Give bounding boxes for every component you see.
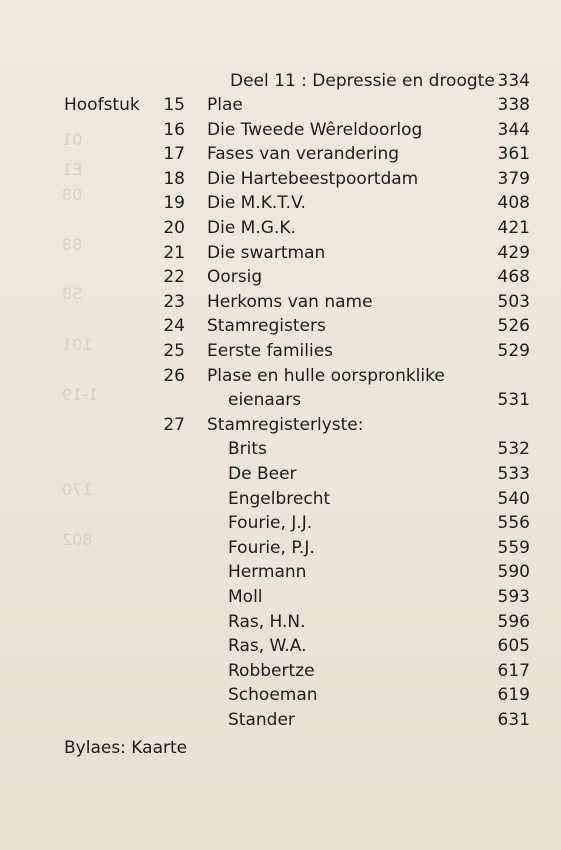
chapter-page-number: 361 xyxy=(497,144,530,164)
chapter-number: 20 xyxy=(163,218,185,238)
chapter-page-number: 379 xyxy=(497,169,530,189)
show-through-texture: 01 xyxy=(62,130,83,149)
chapter-title: Stamregisters xyxy=(207,316,326,336)
show-through-texture: 170 xyxy=(62,480,93,499)
show-through-texture: 88 xyxy=(62,235,83,254)
register-name: Ras, W.A. xyxy=(228,636,307,656)
chapter-page-number: 529 xyxy=(497,341,530,361)
show-through-texture: 101 xyxy=(62,335,93,354)
chapter-number: 18 xyxy=(163,169,185,189)
register-page-number: 593 xyxy=(497,587,530,607)
register-page-number: 631 xyxy=(497,710,530,730)
register-page-number: 533 xyxy=(497,464,530,484)
chapter-page-number: 408 xyxy=(497,193,530,213)
chapter-title: Oorsig xyxy=(207,267,263,287)
register-name: Fourie, P.J. xyxy=(228,538,315,558)
register-page-number: 617 xyxy=(497,661,530,681)
part-page-number: 334 xyxy=(497,71,530,91)
chapter-number: 15 xyxy=(163,95,185,115)
chapter-page-number: 344 xyxy=(497,120,530,140)
register-page-number: 619 xyxy=(497,685,530,705)
chapter-title: Plase en hulle oorspronklike xyxy=(207,366,445,386)
register-name: Moll xyxy=(228,587,263,607)
chapter-page-number: 338 xyxy=(497,95,530,115)
show-through-texture: S8 xyxy=(62,284,83,303)
chapter-number: 25 xyxy=(163,341,185,361)
chapter-number: 19 xyxy=(163,193,185,213)
register-name: Robbertze xyxy=(228,661,315,681)
register-name: De Beer xyxy=(228,464,297,484)
chapter-number: 16 xyxy=(163,120,185,140)
chapter-title-continued: eienaars xyxy=(228,390,302,410)
register-page-number: 590 xyxy=(497,562,530,582)
register-page-number: 605 xyxy=(497,636,530,656)
chapter-title: Fases van verandering xyxy=(207,144,400,164)
chapter-page-number: 531 xyxy=(497,390,530,410)
part-title: Deel 11 : Depressie en droogte xyxy=(230,71,495,91)
show-through-texture: 802 xyxy=(62,530,93,549)
chapter-page-number: 429 xyxy=(497,243,530,263)
register-name: Engelbrecht xyxy=(228,489,331,509)
register-name: Brits xyxy=(228,439,267,459)
chapter-title: Plae xyxy=(207,95,243,115)
chapter-number: 22 xyxy=(163,267,185,287)
chapter-title: Die M.K.T.V. xyxy=(207,193,306,213)
chapter-number: 24 xyxy=(163,316,185,336)
chapter-number: 17 xyxy=(163,144,185,164)
chapter-title: Eerste families xyxy=(207,341,334,361)
chapter-label: Hoofstuk xyxy=(64,95,140,115)
register-name: Ras, H.N. xyxy=(228,612,306,632)
chapter-page-number: 503 xyxy=(497,292,530,312)
register-page-number: 556 xyxy=(497,513,530,533)
chapter-title: Die swartman xyxy=(207,243,326,263)
show-through-texture: 08 xyxy=(62,185,83,204)
chapter-number: 26 xyxy=(163,366,185,386)
chapter-number: 21 xyxy=(163,243,185,263)
chapter-title: Die Hartebeestpoortdam xyxy=(207,169,419,189)
chapter-title: Stamregisterlyste: xyxy=(207,415,364,435)
chapter-page-number: 421 xyxy=(497,218,530,238)
register-page-number: 559 xyxy=(497,538,530,558)
register-page-number: 596 xyxy=(497,612,530,632)
chapter-page-number: 468 xyxy=(497,267,530,287)
register-name: Fourie, J.J. xyxy=(228,513,313,533)
register-name: Stander xyxy=(228,710,295,730)
register-name: Schoeman xyxy=(228,685,318,705)
chapter-page-number: 526 xyxy=(497,316,530,336)
appendix-label: Bylaes: Kaarte xyxy=(64,738,188,758)
show-through-texture: 1-19 xyxy=(62,385,99,404)
chapter-number: 23 xyxy=(163,292,185,312)
register-page-number: 532 xyxy=(497,439,530,459)
register-page-number: 540 xyxy=(497,489,530,509)
chapter-title: Die M.G.K. xyxy=(207,218,296,238)
show-through-texture: E1 xyxy=(62,160,83,179)
chapter-title: Herkoms van name xyxy=(207,292,373,312)
chapter-number: 27 xyxy=(163,415,185,435)
chapter-title: Die Tweede Wêreldoorlog xyxy=(207,120,423,140)
register-name: Hermann xyxy=(228,562,307,582)
